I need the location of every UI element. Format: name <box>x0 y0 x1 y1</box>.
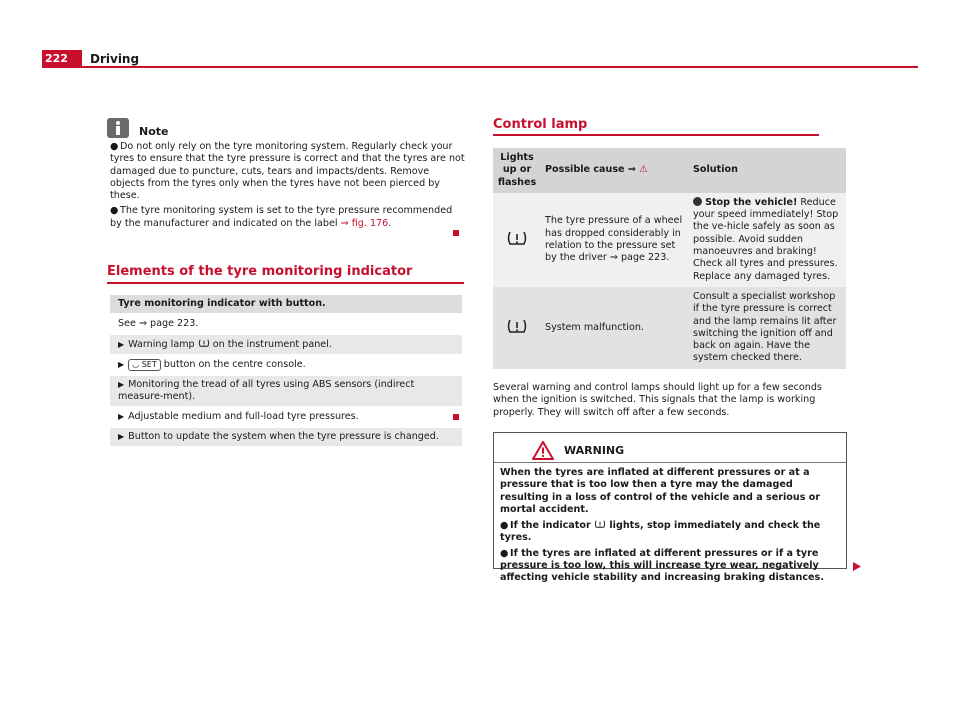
triangle-bullet-icon: ▶ <box>118 340 125 349</box>
solution-cell: Consult a specialist workshop if the tyre pressure is correct and the lamp remains lit after switching the ignition off and back on again. Have the system checked there. <box>689 287 846 369</box>
table-row <box>493 287 846 369</box>
tyre-pressure-icon <box>594 519 606 529</box>
bullet-icon: ● <box>110 205 119 217</box>
warning-box <box>493 432 847 584</box>
warning-triangle-icon <box>532 441 554 460</box>
warning-intro: When the tyres are inflated at different pressures or at a pressure that is too low then a tyre may the damaged resulting in a loss of control of the vehicle and a serious or mortal accident. <box>500 467 821 515</box>
control-lamp-title: Control lamp <box>493 117 588 132</box>
section-end-mark <box>453 414 459 420</box>
table-header-row <box>493 148 846 193</box>
elements-heading: Tyre monitoring indicator with button. <box>110 295 462 313</box>
header-rule <box>82 66 918 68</box>
tyre-pressure-red-icon <box>506 230 528 246</box>
header-solution: Solution <box>689 148 846 193</box>
solution-cell: Stop the vehicle! Reduce your speed immediately! Stop the ve-hicle safely as soon as possible. Avoid sudden manoeuvres and braking! Check all tyres and pressures. Replace any damaged tyres. <box>689 193 846 287</box>
lamp-cell <box>493 287 541 369</box>
stop-icon <box>693 197 702 206</box>
control-lamp-table <box>493 148 846 369</box>
header-cause: Possible cause ⇒ ⚠ <box>541 148 689 193</box>
warning-body <box>494 463 846 592</box>
triangle-bullet-icon: ▶ <box>118 432 125 441</box>
page-link[interactable]: See ⇒ page 223. <box>118 318 199 329</box>
bullet-icon: ● <box>500 520 509 532</box>
list-item: ▶ ◡ SET button on the centre console. <box>118 359 306 370</box>
fig-link[interactable]: ⇒ fig. 176 <box>340 217 389 229</box>
cause-cell: The tyre pressure of a wheel has dropped considerably in relation to the pressure set by the driver ⇒ page 223. <box>541 193 689 287</box>
tyre-pressure-yellow-icon <box>506 318 528 334</box>
tyre-pressure-icon <box>198 338 210 348</box>
bullet-icon: ● <box>110 141 119 152</box>
continue-arrow-icon <box>852 561 862 572</box>
page-number: 222 <box>42 50 82 68</box>
warning-bullet-2: ● If the tyres are inflated at different pressures or if a tyre pressure is too low, this will increase tyre wear, negatively affecting vehicle stability and increasing braking distances. <box>500 547 824 584</box>
triangle-bullet-icon: ▶ <box>118 412 125 421</box>
chapter-title: Driving <box>90 52 140 66</box>
note-bullet-2: ● The tyre monitoring system is set to the tyre pressure recommended by the manufacturer and indicated on the label ⇒ fig. 176. <box>110 205 453 229</box>
elements-title: Elements of the tyre monitoring indicator <box>107 264 413 279</box>
lamp-cell <box>493 193 541 287</box>
set-button-icon: ◡ SET <box>128 359 161 371</box>
warning-title: WARNING <box>564 444 625 457</box>
triangle-bullet-icon: ▶ <box>118 380 125 389</box>
cause-cell: System malfunction. <box>541 287 689 369</box>
warning-header <box>494 433 846 463</box>
info-paragraph: Several warning and control lamps should light up for a few seconds when the ignition is switched. This signals that the lamp is working properly. They will switch off after a few seconds. <box>493 382 822 418</box>
info-icon <box>107 118 129 138</box>
table-row <box>493 193 846 287</box>
note-body <box>110 141 465 233</box>
header-lights: Lights up or flashes <box>493 148 541 193</box>
list-item: ▶ Monitoring the tread of all tyres using ABS sensors (indirect measure-ment). <box>110 376 462 406</box>
see-reference <box>110 315 462 333</box>
warning-triangle-icon: ⚠ <box>639 164 648 176</box>
section-end-mark <box>453 230 459 236</box>
list-item: ▶ Button to update the system when the tyre pressure is changed. <box>110 428 462 446</box>
bullet-icon: ● <box>500 547 509 559</box>
control-lamp-rule <box>493 134 819 136</box>
triangle-bullet-icon: ▶ <box>118 360 125 369</box>
warning-bullet-1: ● If the indicator lights, stop immediately and check the tyres. <box>500 520 821 544</box>
elements-rule <box>107 282 464 284</box>
list-item: ▶ Adjustable medium and full-load tyre pressures. <box>118 411 359 422</box>
elements-list <box>110 295 462 446</box>
note-bullet-1: ● Do not only rely on the tyre monitoring system. Regularly check your tyres to ensure that the tyre pressure is correct and that the tyres are not damaged due to puncture, cuts, tears and impacts/dents. Remove objects from the tyres only when the tyres have not been pierced by these. <box>110 141 465 202</box>
note-title: Note <box>139 125 169 138</box>
list-item: ▶ Warning lamp on the instrument panel. <box>110 335 462 354</box>
